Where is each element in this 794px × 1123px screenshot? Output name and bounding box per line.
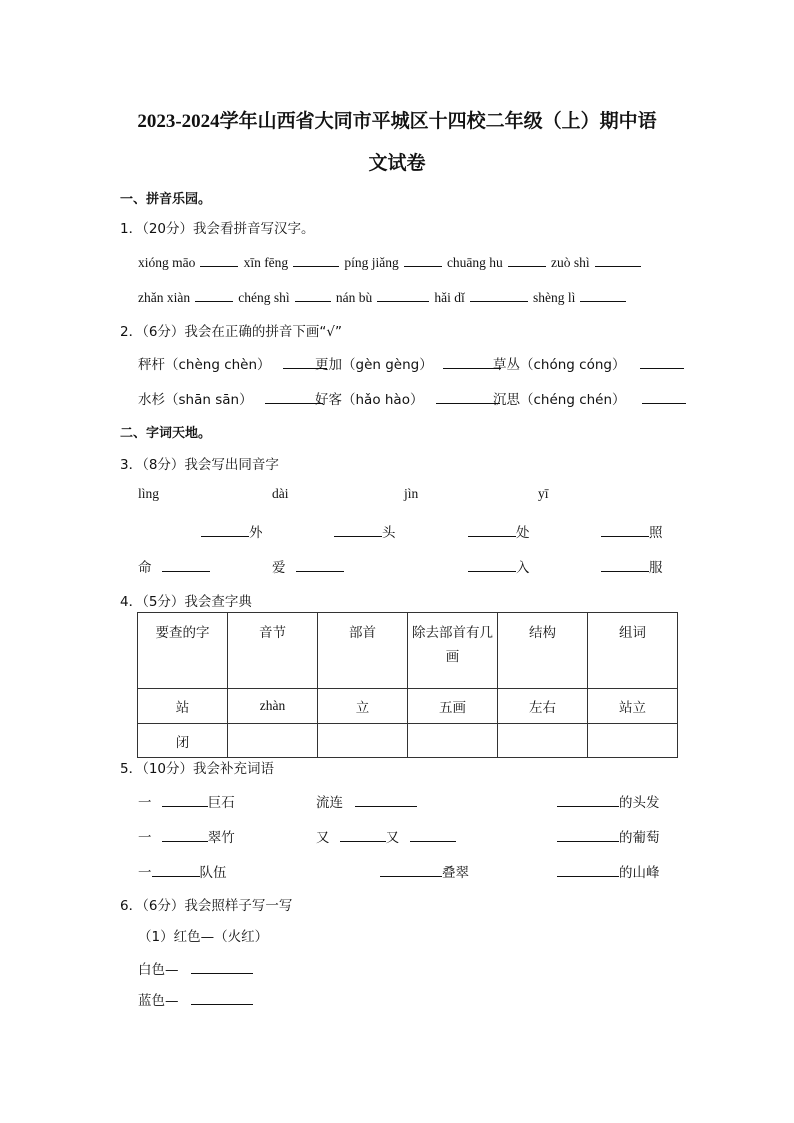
question-1: 1．（20分）我会看拼音写汉字。 [120, 221, 315, 237]
q3-cell [468, 521, 530, 541]
q1-row-1 [138, 252, 641, 271]
answer-blank[interactable] [162, 829, 208, 842]
q1-row-2 [138, 287, 626, 306]
q5-item [316, 826, 456, 846]
q3-char: 外 [249, 525, 263, 541]
q2-word: 水杉（shān sān） [138, 392, 253, 408]
table-cell: 五画 [408, 689, 498, 724]
q5-text: 一 [138, 830, 152, 846]
q3-pinyin: yī [538, 486, 549, 501]
q2-word: 沉思（chéng chén） [493, 392, 626, 408]
q3-cell [334, 521, 396, 541]
pinyin: shèng lì [532, 290, 576, 305]
q5-text: 一 [138, 795, 152, 811]
answer-blank[interactable] [200, 254, 238, 267]
answer-cell[interactable] [318, 724, 408, 758]
q5-item [380, 861, 469, 881]
q6-item [138, 958, 253, 978]
answer-blank[interactable] [380, 864, 442, 877]
q3-char: 头 [382, 525, 396, 541]
header-cell: 结构 [498, 613, 588, 689]
table-cell: zhàn [228, 689, 318, 724]
answer-blank[interactable] [410, 829, 456, 842]
q5-item [557, 861, 660, 881]
q2-item [138, 353, 327, 373]
q3-pinyin: dài [272, 486, 289, 501]
q3-char: 处 [516, 525, 530, 541]
q2-item [493, 388, 686, 408]
q5-item [138, 791, 235, 811]
page-title: 2023-2024学年山西省大同市平城区十四校二年级（上）期中语 [137, 111, 657, 132]
question-5: 5．（10分）我会补充词语 [120, 761, 275, 777]
q5-item [138, 861, 227, 881]
answer-blank[interactable] [404, 254, 442, 267]
q5-text: 队伍 [199, 865, 227, 881]
q6-example: （1）红色—（火红） [138, 929, 269, 945]
table-row [138, 689, 678, 724]
pinyin: zuò shì [550, 255, 590, 270]
answer-blank[interactable] [601, 524, 649, 537]
answer-blank[interactable] [340, 829, 386, 842]
table-header-row [138, 613, 678, 689]
answer-cell[interactable] [228, 724, 318, 758]
q3-cell [272, 556, 344, 576]
header-cell: 除去部首有几画 [408, 613, 498, 689]
q3-char: 服 [649, 560, 663, 576]
q3-pinyin: jìn [404, 486, 419, 501]
q2-word: 好客（hǎo hào） [315, 392, 424, 408]
answer-blank[interactable] [162, 794, 208, 807]
section-heading-1: 一、拼音乐园。 [120, 192, 212, 207]
question-2: 2．（6分）我会在正确的拼音下画“√” [120, 324, 343, 340]
q5-text: 的头发 [619, 795, 660, 811]
q2-word: 更加（gèn gèng） [315, 357, 433, 373]
answer-blank[interactable] [191, 992, 253, 1005]
header-cell: 音节 [228, 613, 318, 689]
pinyin: nán bù [335, 290, 373, 305]
answer-blank[interactable] [468, 559, 516, 572]
q2-item [138, 388, 323, 408]
answer-blank[interactable] [152, 864, 200, 877]
pinyin: xióng māo [138, 255, 196, 270]
pinyin: píng jiǎng [344, 255, 399, 270]
table-cell: 左右 [498, 689, 588, 724]
answer-blank[interactable] [195, 289, 233, 302]
pinyin: chuāng hu [446, 255, 503, 270]
page-title-line2: 文试卷 [368, 153, 426, 174]
answer-blank[interactable] [468, 524, 516, 537]
answer-blank[interactable] [640, 356, 684, 369]
q6-text: 蓝色— [138, 993, 179, 1009]
answer-blank[interactable] [580, 289, 626, 302]
table-cell: 站立 [588, 689, 678, 724]
q3-char: 命 [138, 560, 152, 576]
q6-text: 白色— [138, 962, 179, 978]
answer-cell[interactable] [408, 724, 498, 758]
table-row [138, 724, 678, 758]
header-cell: 组词 [588, 613, 678, 689]
q2-word: 草丛（chóng cóng） [493, 357, 626, 373]
answer-blank[interactable] [293, 254, 339, 267]
answer-blank[interactable] [296, 559, 344, 572]
q5-text: 的山峰 [619, 865, 660, 881]
answer-blank[interactable] [377, 289, 429, 302]
header-cell: 部首 [318, 613, 408, 689]
pinyin: xīn fēng [243, 255, 289, 270]
q3-cell [601, 521, 663, 541]
q5-text: 又 [316, 830, 330, 846]
q5-item [557, 826, 660, 846]
q5-text: 流连 [316, 795, 343, 811]
section-heading-2: 二、字词天地。 [120, 426, 212, 441]
answer-blank[interactable] [355, 794, 417, 807]
table-cell: 站 [138, 689, 228, 724]
answer-blank[interactable] [508, 254, 546, 267]
answer-cell[interactable] [588, 724, 678, 758]
q3-cell [601, 556, 663, 576]
answer-blank[interactable] [595, 254, 641, 267]
answer-blank[interactable] [191, 961, 253, 974]
q5-item [316, 791, 417, 811]
answer-blank[interactable] [557, 794, 619, 807]
q3-pinyin: lìng [138, 486, 160, 501]
question-4: 4．（5分）我会查字典 [120, 594, 252, 610]
q5-item [138, 826, 235, 846]
pinyin: chéng shì [238, 290, 290, 305]
answer-blank[interactable] [334, 524, 382, 537]
q3-char: 爱 [272, 560, 286, 576]
q3-char: 入 [516, 560, 530, 576]
q2-word: 秤杆（chèng chèn） [138, 357, 271, 373]
answer-blank[interactable] [557, 829, 619, 842]
question-6: 6．（6分）我会照样子写一写 [120, 898, 293, 914]
answer-blank[interactable] [557, 864, 619, 877]
q2-item [315, 353, 501, 373]
answer-blank[interactable] [470, 289, 528, 302]
q5-text: 叠翠 [442, 865, 469, 881]
q3-cell [138, 556, 210, 576]
dictionary-table [137, 612, 678, 758]
q3-char: 照 [649, 525, 663, 541]
q3-cell [201, 521, 263, 541]
question-3: 3．（8分）我会写出同音字 [120, 457, 279, 473]
q5-text: 一 [138, 865, 152, 881]
q5-text: 巨石 [207, 795, 235, 811]
answer-blank[interactable] [436, 391, 500, 404]
q2-item [493, 353, 684, 373]
answer-cell[interactable] [498, 724, 588, 758]
header-cell: 要查的字 [138, 613, 228, 689]
q3-cell [468, 556, 530, 576]
pinyin: zhǎn xiàn [138, 290, 191, 305]
table-cell: 立 [318, 689, 408, 724]
answer-blank[interactable] [642, 391, 686, 404]
answer-blank[interactable] [601, 559, 649, 572]
q5-text: 又 [385, 830, 400, 846]
answer-blank[interactable] [201, 524, 249, 537]
table-cell: 闭 [138, 724, 228, 758]
q5-text: 的葡萄 [619, 830, 660, 846]
answer-blank[interactable] [295, 289, 331, 302]
q5-text: 翠竹 [207, 830, 235, 846]
q2-item [315, 388, 500, 408]
q6-item [138, 989, 253, 1009]
pinyin: hǎi dǐ [434, 290, 465, 305]
answer-blank[interactable] [162, 559, 210, 572]
q5-item [557, 791, 660, 811]
